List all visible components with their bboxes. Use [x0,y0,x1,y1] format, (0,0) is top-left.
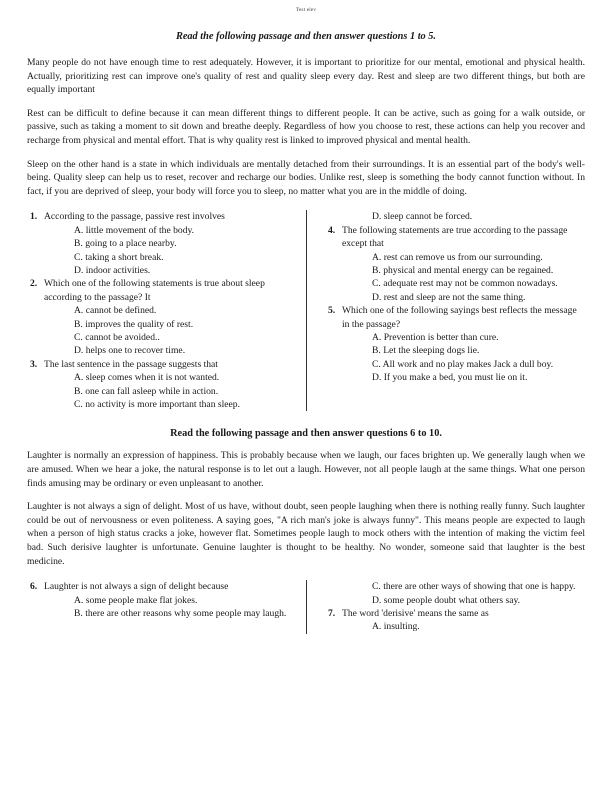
passage-2-paragraph-1: Laughter is normally an expression of happiness. This is probably because when we laugh, our faces brighten up. We generally laugh when we are amused. When we hear a joke, the natural response is to let out a laugh. However, not all people laugh at the same things. What one person finds amusing may be ordinary or even unpleasant to another. [27,450,585,489]
question-3-option-c[interactable]: C. no activity is more important than sleep. [74,399,240,411]
question-1-option-d[interactable]: D. indoor activities. [74,264,151,276]
question-3-options [27,371,292,411]
question-4-number: 4. [328,224,336,236]
question-6-text: Laughter is not always a sign of delight because [44,581,229,593]
question-6-options [27,594,292,621]
question-6-number: 6. [30,581,38,593]
question-1-number: 1. [30,211,38,223]
question-4-option-d[interactable]: D. rest and sleep are not the same thing. [372,291,526,303]
question-2-option-c[interactable]: C. cannot be avoided.. [74,332,160,343]
question-5-option-c[interactable]: C. All work and no play makes Jack a dull boy. [372,358,554,370]
questions-1-to-5-columns [27,210,585,411]
question-3-number: 3. [30,358,38,370]
question-5-text: Which one of the following sayings best reflects the message in the passage? [342,305,577,330]
passage-2-heading: Read the following passage and then answer questions 6 to 10. [170,428,442,440]
question-6-option-b[interactable]: B. there are other reasons why some people may laugh. [74,608,287,619]
question-2-option-b[interactable]: B. improves the quality of rest. [74,318,194,330]
question-4-option-c[interactable]: C. adequate rest may not be common nowadays. [372,278,558,290]
running-header: Test elev [295,7,317,13]
question-1-text: According to the passage, passive rest involves [44,211,225,223]
question-1-options [27,224,292,278]
passage-1-paragraph-3: Sleep on the other hand is a state in which individuals are mentally detached from their surroundings. It is an essential part of the body's well-being. Quality sleep can help us to reset, recover and recharge our bodies. Unlike rest, sleep is something the body cannot function without. In fact, if you are deprived of sleep, your body will force you to sleep, no matter what you are in the middle of doing. [27,158,585,197]
questions-6-to-10-columns [27,580,585,634]
question-5 [325,304,585,331]
question-5-number: 5. [328,305,336,317]
question-5-option-a[interactable]: A. Prevention is better than cure. [372,332,499,343]
question-1-option-b[interactable]: B. going to a place nearby. [74,238,177,250]
question-7-options [325,620,585,633]
questions-column-right [306,210,585,411]
question-3-option-d[interactable]: D. sleep cannot be forced. [372,211,473,223]
question-7-text: The word 'derisive' means the same as [342,608,489,619]
question-4-option-a[interactable]: A. rest can remove us from our surrounding. [372,251,543,263]
question-2-number: 2. [30,278,38,290]
questions-column-left [27,210,306,411]
question-7-option-a[interactable]: A. insulting. [372,621,420,633]
questions-column-right-2 [306,580,585,634]
question-5-options [325,331,585,385]
question-6-option-a[interactable]: A. some people make flat jokes. [74,594,198,606]
passage-1-paragraph-1: Many people do not have enough time to rest adequately. However, it is important to prioritize for our mental, emotional and physical health. Actually, prioritizing rest can improve one's quality of rest and quality sleep every day. Rest and sleep are two different things, but both are equally important [27,57,585,96]
question-6-option-c[interactable]: C. there are other ways of showing that one is happy. [372,581,576,593]
question-3 [27,358,292,371]
question-2-options [27,304,292,358]
question-1-option-a[interactable]: A. little movement of the body. [74,224,195,236]
passage-1-paragraph-2: Rest can be difficult to define because it can mean different things to different people. It can be active, such as going for a walk outside, or passive, such as taking a moment to sit down and breathe deeply. Regardless of how you choose to rest, these actions can help you recover and recharge from physical and mental effort. That is why quality rest is linked to improved physical and mental health. [27,107,585,146]
question-5-option-d[interactable]: D. If you make a bed, you must lie on it. [372,372,528,384]
question-7-number: 7. [328,608,336,619]
question-2 [27,277,292,304]
question-4-text: The following statements are true according to the passage except that [342,224,568,250]
question-4-options [325,251,585,305]
question-4-option-b[interactable]: B. physical and mental energy can be regained. [372,264,554,276]
question-7 [325,607,585,620]
question-5-option-b[interactable]: B. Let the sleeping dogs lie. [372,345,480,357]
question-3-option-a[interactable]: A. sleep comes when it is not wanted. [74,372,220,384]
question-3-text: The last sentence in the passage suggests that [44,358,218,370]
passage-1-heading: Read the following passage and then answer questions 1 to 5. [175,31,437,42]
question-2-text: Which one of the following statements is true about sleep according to the passage? It [44,278,265,303]
passage-2-paragraph-2: Laughter is not always a sign of delight. Most of us have, without doubt, seen people laughing when there is nothing really funny. Such laughter could be out of nervousness or even politeness. A saying goes, "A rich man's joke is always funny". This means people are expected to laugh when a person of high status cracks a joke, however flat. Sometimes people laugh to mock others with the intention of making the victim feel bad. Such derisive laughter is unfortunate. Genuine laughter is thought to be healthy. No wonder, someone said that laughter is the best medicine. [27,501,585,567]
question-2-option-a[interactable]: A. cannot be defined. [74,305,157,317]
question-3-option-b[interactable]: B. one can fall asleep while in action. [74,385,219,397]
question-1-option-c[interactable]: C. taking a short break. [74,251,164,263]
question-6-option-d[interactable]: D. some people doubt what others say. [372,594,521,606]
question-4 [325,224,585,251]
question-1 [27,210,292,223]
question-6 [27,580,292,593]
questions-column-left-2 [27,580,306,634]
question-2-option-d[interactable]: D. helps one to recover time. [74,345,186,357]
